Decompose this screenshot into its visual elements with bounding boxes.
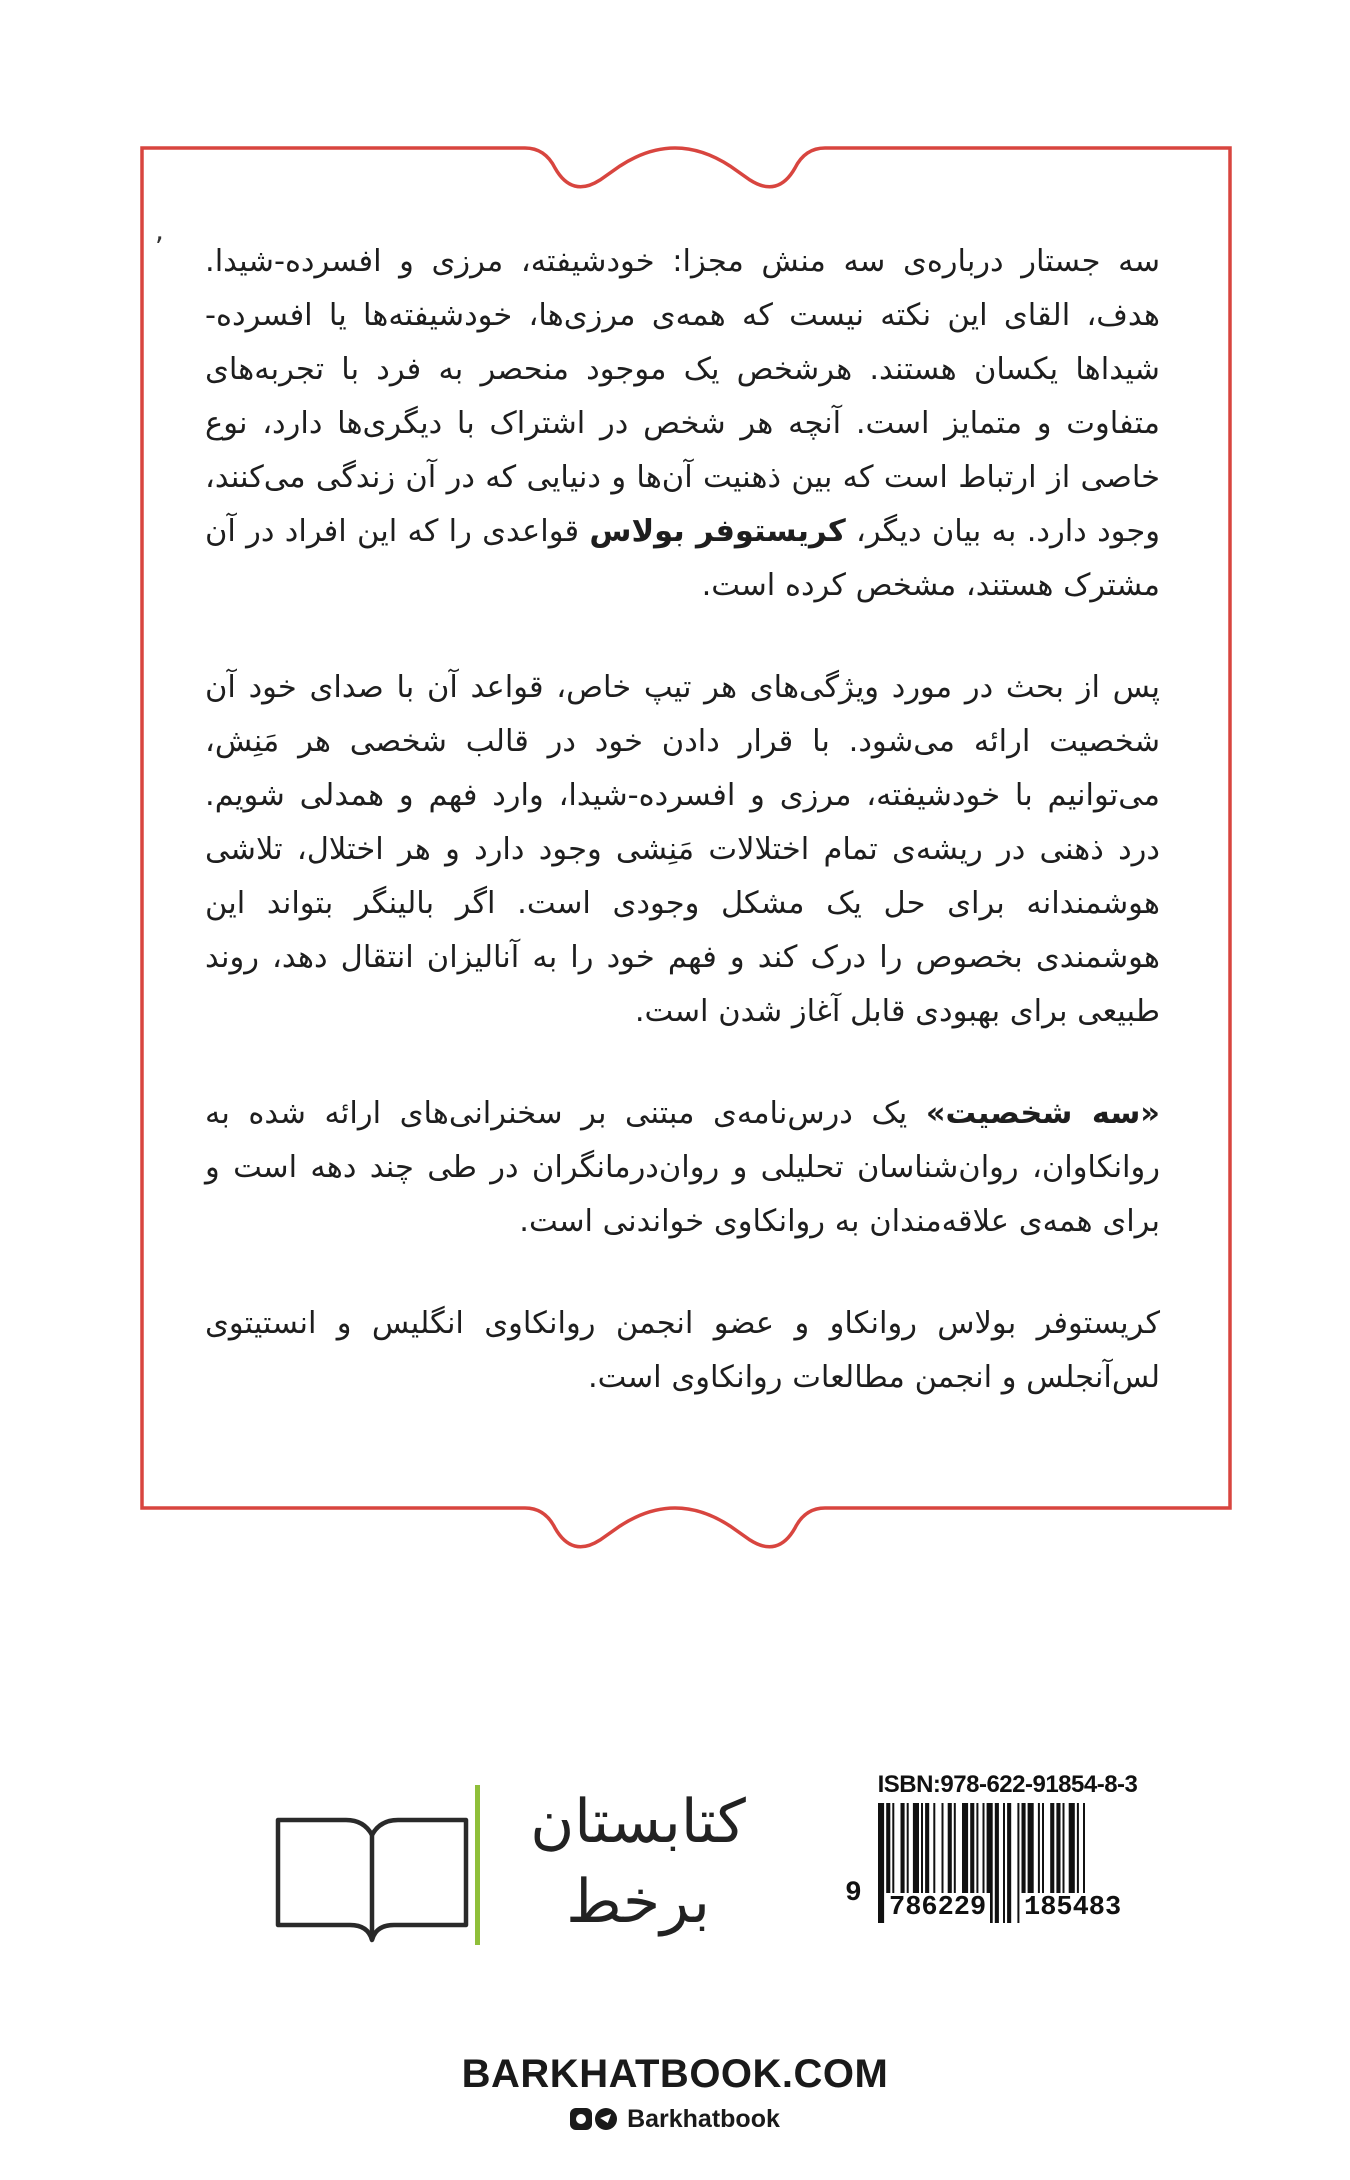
blurb-paragraph-3 xyxy=(205,1087,1160,1249)
instagram-icon[interactable] xyxy=(570,2108,592,2130)
telegram-icon[interactable] xyxy=(595,2108,617,2130)
publisher-name-line1: کتابستان xyxy=(530,1787,746,1857)
isbn-label: ISBN:978-622-91854-8-3 xyxy=(877,1771,1138,1798)
publisher-logo-text xyxy=(488,1782,788,1942)
publisher-name-line2: برخط xyxy=(566,1867,710,1937)
blurb-paragraph-1 xyxy=(205,235,1160,613)
blurb-paragraph-4: کریستوفر بولاس روانکاو و عضو انجمن روانکاوی انگلیس و انستیتوی لس‌آنجلس و انجمن مطالعات روانکاوی است. xyxy=(205,1306,1160,1395)
barcode-group-1: 786229 xyxy=(885,1893,990,1923)
barcode-bar xyxy=(1003,1803,1005,1923)
barcode-bar xyxy=(995,1803,999,1923)
blurb-p1-text: سه جستار درباره‌ی سه منش مجزا: خودشیفته، مرزی و افسرده-شیدا. هدف، القای این نکته نیست که همه‌ی مرزی‌ها، خودشیفته‌ها یا افسرده-شیداها یکسان هستند. هرشخص یک موجود منحصر به فرد با تجربه‌های متفاوت و متمایز است. آنچه هر شخص در اشتراک با دیگری‌ها دارد، نوع خاصی از ارتباط است که بین ذهنیت آن‌ها و دنیایی که در آن زندگی می‌کنند، وجود دارد. به بیان دیگر، xyxy=(205,244,1160,549)
social-handle: Barkhatbook xyxy=(627,2105,780,2133)
social-handle-row xyxy=(500,2105,850,2134)
barcode-group-2: 185483 xyxy=(1020,1893,1125,1923)
blurb-p3-text: یک درس‌نامه‌ی مبتنی بر سخنرانی‌های ارائه شده به روانکاوان، روان‌شناسان تحلیلی و روان‌درمانگران در طی چند دهه است و برای همه‌ی علاقه‌مندان به روانکاوی خواندنی است. xyxy=(205,1096,1160,1239)
stray-mark: , xyxy=(155,214,164,247)
website-url[interactable]: BARKHATBOOK.COM xyxy=(461,2052,889,2096)
logo-divider xyxy=(475,1785,480,1945)
back-cover-blurb xyxy=(205,235,1160,1453)
barcode-bar xyxy=(878,1803,884,1923)
author-name-bold: کریستوفر بولاس xyxy=(589,514,846,549)
open-book-icon xyxy=(270,1775,480,1955)
book-title-bold: «سه شخصیت» xyxy=(925,1096,1161,1131)
blurb-p1-end: قواعدی را که این افراد در آن مشترک هستند، مشخص کرده است. xyxy=(205,514,1160,603)
barcode-lead-digit: 9 xyxy=(845,1878,862,1909)
blurb-paragraph-2: پس از بحث در مورد ویژگی‌های هر تیپ خاص، قواعد آن با صدای خود آن شخصیت ارائه می‌شود. با قرار دادن خود در قالب شخصی هر مَنِش، می‌توانیم با خودشیفته، مرزی و افسرده-شیدا، وارد فهم و همدلی شویم. درد ذهنی در ریشه‌ی تمام اختلالات مَنِشی وجود دارد و هر اختلال، تلاشی هوشمندانه برای حل یک مشکل وجودی است. اگر بالینگر بتواند این هوشمندی بخصوص را درک کند و فهم خود را به آنالیزان انتقال دهد، روند طبیعی برای بهبودی قابل آغاز شدن است. xyxy=(205,670,1160,1029)
barcode-bar xyxy=(1007,1803,1011,1923)
